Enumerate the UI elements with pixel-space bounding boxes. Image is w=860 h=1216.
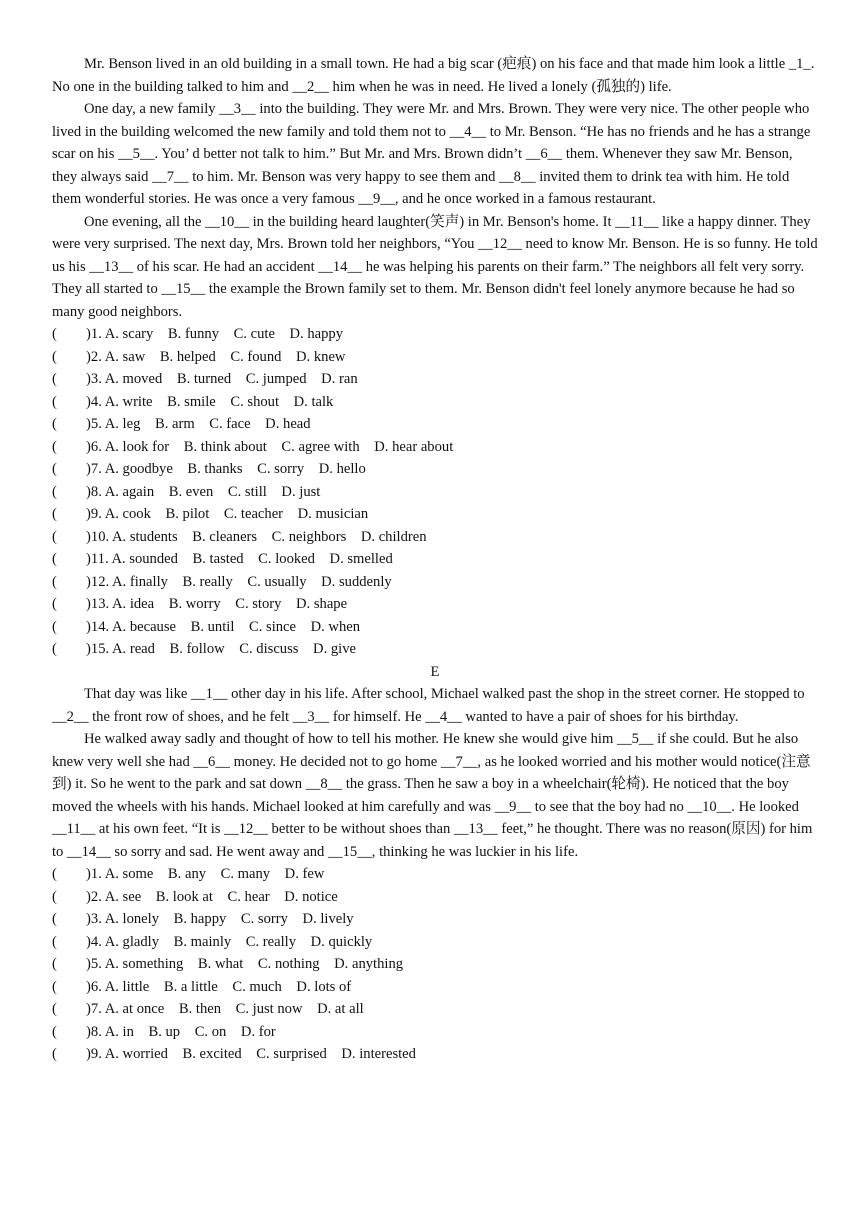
section-heading: E <box>430 663 440 680</box>
question-item: ( )6. A. little B. a little C. much D. lots of <box>52 978 352 995</box>
question-item: ( )6. A. look for B. think about C. agree with D. hear about <box>52 438 454 455</box>
question-item: ( )1. A. some B. any C. many D. few <box>52 866 325 882</box>
passage-paragraph: One day, a new family __3__ into the building. They were Mr. and Mrs. Brown. They were very nice. The other people who lived in the building welcomed the new family and told them not to __4__ to Mr. Benson. “He has no friends and he has a strange scar on his __5__. You’ d better not talk to him.” But Mr. and Mrs. Brown didn’t __6__ them. Whenever they saw Mr. Benson, they always said __7__ to him. Mr. Benson was very happy to see them and __8__ invited them to drink tea with him. He told them wonderful stories. He was once a very famous __9__, and he once worked in a famous restaurant. <box>52 101 811 207</box>
question-item: ( )4. A. gladly B. mainly C. really D. quickly <box>52 933 373 950</box>
document-body <box>52 53 818 1066</box>
question-item: ( )7. A. at once B. then C. just now D. at all <box>52 1001 364 1017</box>
question-item: ( )3. A. moved B. turned C. jumped D. ran <box>52 371 358 387</box>
question-item: ( )8. A. in B. up C. on D. for <box>52 1023 276 1040</box>
question-item: ( )8. A. again B. even C. still D. just <box>52 483 321 500</box>
question-item: ( )3. A. lonely B. happy C. sorry D. lively <box>52 911 354 927</box>
passage-paragraph: That day was like __1__ other day in his life. After school, Michael walked past the shop in the street corner. He stopped to __2__ the front row of shoes, and he felt __3__ for himself. He __4__ wanted to have a pair of shoes for his birthday. <box>52 686 805 725</box>
question-item: ( )7. A. goodbye B. thanks C. sorry D. hello <box>52 461 366 477</box>
passage-paragraph: He walked away sadly and thought of how to tell his mother. He knew she would give him __5__ if she could. But he also knew very well she had __6__ money. He decided not to go home __7__, as he looked worried and his mother would notice(注意到) it. So he went to the park and sat down __8__ the grass. Then he saw a boy in a wheelchair(轮椅). He noticed that the boy moved the wheels with his hands. Michael looked at him carefully and was __9__ to see that the boy had no __10__. He looked __11__ at his own feet. “It is __12__ better to be without shoes than __13__ feet,” he thought. There was no reason(原因) for him to __14__ so sorry and sad. He went away and __15__, thinking he was luckier in his life. <box>52 731 813 860</box>
question-item: ( )13. A. idea B. worry C. story D. shape <box>52 596 348 612</box>
passage-e <box>52 661 818 1066</box>
question-item: ( )4. A. write B. smile C. shout D. talk <box>52 393 334 410</box>
passage-paragraph: Mr. Benson lived in an old building in a small town. He had a big scar (疤痕) on his face and that made him look a little _1_. No one in the building talked to him and __2__ him when he was in need. He lived a lonely (孤独的) life. <box>52 56 815 95</box>
question-item: ( )5. A. leg B. arm C. face D. head <box>52 416 311 432</box>
question-list <box>52 323 818 661</box>
question-item: ( )9. A. worried B. excited C. surprised D. interested <box>52 1046 416 1062</box>
question-item: ( )10. A. students B. cleaners C. neighbors D. children <box>52 528 427 545</box>
question-list <box>52 863 818 1066</box>
question-item: ( )1. A. scary B. funny C. cute D. happy <box>52 326 344 342</box>
question-item: ( )11. A. sounded B. tasted C. looked D. smelled <box>52 551 393 567</box>
question-item: ( )9. A. cook B. pilot C. teacher D. musician <box>52 506 369 522</box>
passage-d <box>52 53 818 661</box>
question-item: ( )14. A. because B. until C. since D. when <box>52 618 361 635</box>
passage-paragraph: One evening, all the __10__ in the building heard laughter(笑声) in Mr. Benson's home. It __11__ like a happy dinner. They were very surprised. The next day, Mrs. Brown told her neighbors, “You __12__ need to know Mr. Benson. He is so funny. He told us his __13__ of his scar. He had an accident __14__ he was helping his parents on their farm.” The neighbors all felt very sorry. They all started to __15__ the example the Brown family set to them. Mr. Benson didn't feel lonely anymore because he had so many good neighbors. <box>52 213 818 320</box>
question-item: ( )12. A. finally B. really C. usually D. suddenly <box>52 573 392 590</box>
question-item: ( )15. A. read B. follow C. discuss D. give <box>52 641 357 657</box>
question-item: ( )5. A. something B. what C. nothing D. anything <box>52 956 404 972</box>
question-item: ( )2. A. saw B. helped C. found D. knew <box>52 348 346 365</box>
question-item: ( )2. A. see B. look at C. hear D. notice <box>52 888 338 905</box>
